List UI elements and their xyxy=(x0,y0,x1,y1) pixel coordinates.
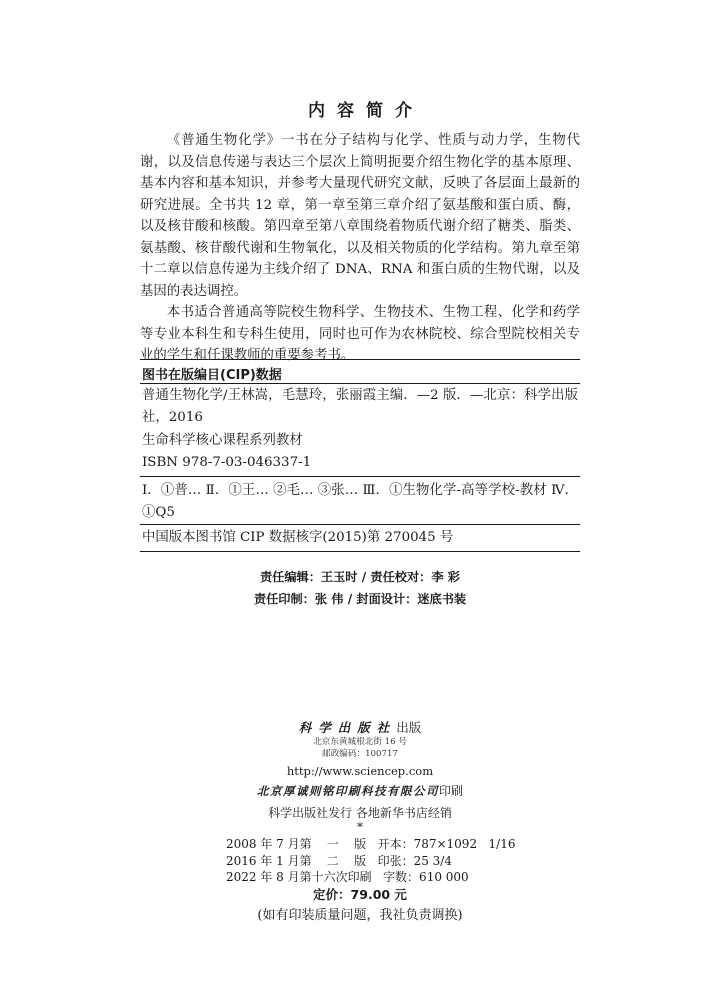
edition-row: 2016 年 1 月第 二 版 印张：25 3/4 xyxy=(226,853,452,868)
intro-title: 内容简介 xyxy=(308,101,424,121)
cip-classification: Ⅰ．①普… Ⅱ．①王… ②毛… ③张… Ⅲ．①生物化学-高等学校-教材 Ⅳ．①Q5 xyxy=(142,483,578,520)
editors-line-1: 责任编辑：王玉时 / 责任校对：李 彩 xyxy=(260,570,460,584)
price: 定价：79.00 元 xyxy=(313,887,407,902)
cip-heading-rule xyxy=(140,383,580,384)
edition-row: 2008 年 7 月第 一 版 开本：787×1092 1/16 xyxy=(226,837,516,851)
edition-table xyxy=(226,836,515,886)
intro-paragraph: 《普通生物化学》一书在分子结构与化学、性质与动力学，生物代谢，以及信息传递与表达三个层次上简明扼要介绍生物化学的基本原理、基本内容和基本知识，并参考大量现代研究文献，反映了各层面上最新的研究进展。全书共 12 章，第一章至第三章介绍了氨基酸和蛋白质、酶，以及核苷酸和核酸。第四章至第八章围绕着物质代谢介绍了糖类、脂类、氨基酸、核苷酸代谢和生物氧化，以及相关物质的化学结构。第九章至第十二章以信息传递为主线介绍了 DNA、RNA 和蛋白质的生物代谢，以及基因的表达调控。 xyxy=(140,133,580,299)
publisher-postcode: 邮政编码：100717 xyxy=(322,749,398,759)
printer-line xyxy=(0,782,720,799)
printer-suffix: 印刷 xyxy=(438,784,463,798)
publisher-url: http://www.sciencep.com xyxy=(286,764,434,778)
publisher-line xyxy=(0,718,720,760)
cip-heading: 图书在版编目(CIP)数据 xyxy=(142,368,282,383)
publisher-address: 北京东黄城根北街 16 号 xyxy=(313,737,407,747)
cip-class-rule xyxy=(140,524,580,525)
separator-star: * xyxy=(357,820,363,834)
distribution-line: 科学出版社发行 各地新华书店经销 xyxy=(268,806,452,820)
edition-row: 2022 年 8 月第十六次印刷 字数：610 000 xyxy=(226,870,469,884)
cip-isbn: ISBN 978-7-03-046337-1 xyxy=(142,455,312,470)
editors-block xyxy=(0,566,720,610)
cip-isbn-rule xyxy=(140,476,580,477)
printer-name: 北京厚诚则铭印刷科技有限公司 xyxy=(256,784,439,798)
intro-paragraph: 本书适合普通高等院校生物科学、生物技术、生物工程、化学和药学等专业本科生和专科生使用，同时也可作为农林院校、综合型院校相关专业的学生和任课教师的重要参考书。 xyxy=(140,305,580,363)
cip-bottom-rule xyxy=(140,551,580,552)
cip-title-line: 普通生物化学/王林嵩，毛慧玲，张丽霞主编．—2 版．—北京：科学出版社，2016 xyxy=(142,388,578,425)
editors-line-2: 责任印制：张 伟 / 封面设计：迷底书装 xyxy=(253,592,467,606)
publisher-suffix: 出版 xyxy=(396,720,422,735)
cip-top-rule xyxy=(140,359,580,360)
cip-series: 生命科学核心课程系列教材 xyxy=(142,433,303,448)
intro-body xyxy=(140,130,580,367)
cip-library-record: 中国版本图书馆 CIP 数据核字(2015)第 270045 号 xyxy=(142,530,454,545)
quality-note: (如有印装质量问题，我社负责调换) xyxy=(257,908,463,923)
publisher-name: 科学出版社 xyxy=(298,720,397,735)
